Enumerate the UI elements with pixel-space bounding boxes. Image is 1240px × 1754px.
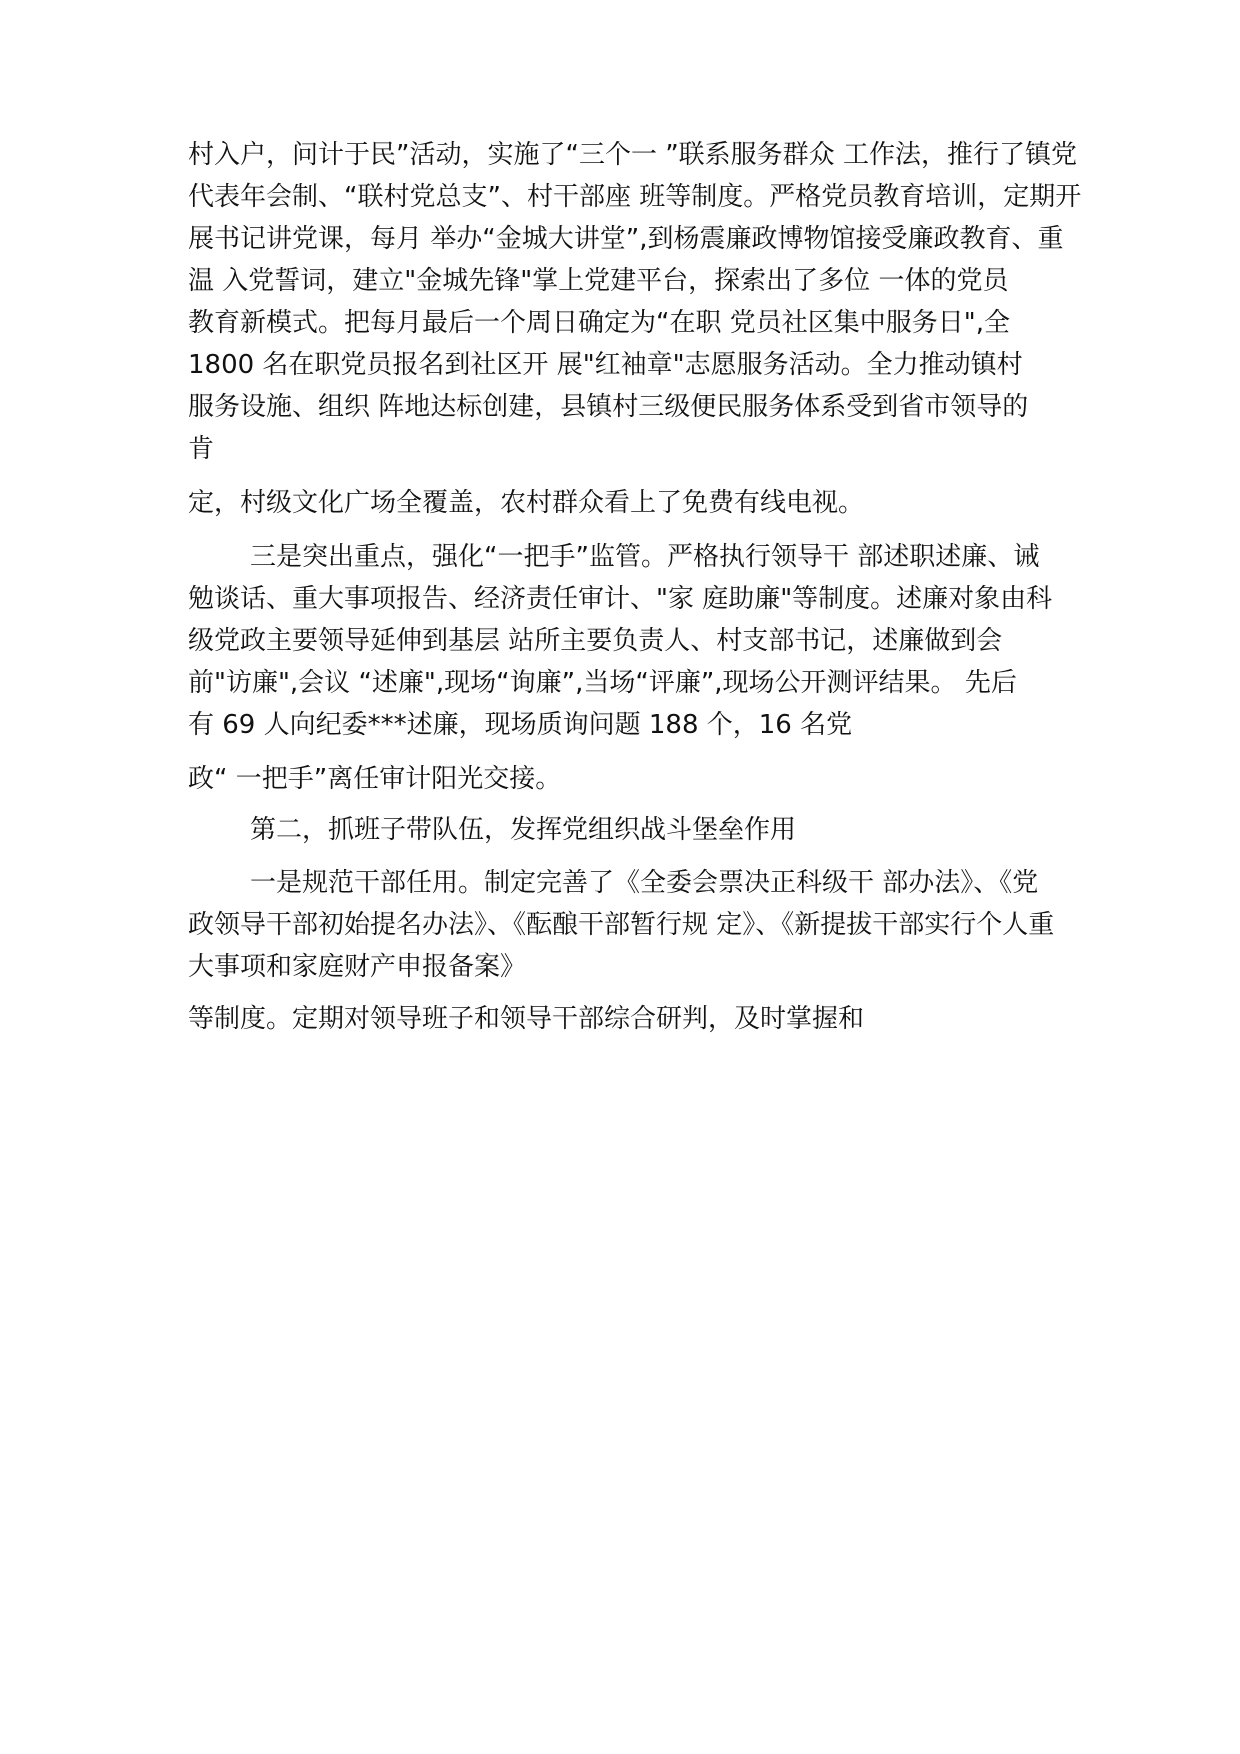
body-line: 勉谈话、重大事项报告、经济责任审计、"家 庭助廉"等制度。述廉对象由科: [188, 584, 1053, 614]
body-line: 1800 名在职党员报名到社区开 展"红袖章"志愿服务活动。全力推动镇村: [188, 350, 1023, 380]
body-line: 级党政主要领导延伸到基层 站所主要负责人、村支部书记，述廉做到会: [188, 626, 1003, 656]
body-line: 定，村级文化广场全覆盖，农村群众看上了免费有线电视。: [188, 488, 865, 518]
body-line: 村入户，问计于民”活动，实施了“三个一 ”联系服务群众 工作法，推行了镇党: [188, 140, 1077, 170]
paragraph-first-line: 一是规范干部任用。制定完善了《全委会票决正科级干 部办法》、《党: [250, 868, 1039, 898]
body-line: 服务设施、组织 阵地达标创建，县镇村三级便民服务体系受到省市领导的: [188, 392, 1029, 422]
body-line: 教育新模式。把每月最后一个周日确定为“在职 党员社区集中服务日",全: [188, 308, 1010, 338]
body-line: 政领导干部初始提名办法》、《酝酿干部暂行规 定》、《新提拔干部实行个人重: [188, 910, 1055, 940]
body-line: 政“ 一把手”离任审计阳光交接。: [188, 764, 562, 794]
body-line: 有 69 人向纪委***述廉，现场质询问题 188 个，16 名党: [188, 710, 853, 740]
body-line: 温 入党誓词，建立"金城先锋"掌上党建平台，探索出了多位 一体的党员: [188, 266, 1009, 296]
section-heading: 第二，抓班子带队伍，发挥党组织战斗堡垒作用: [250, 815, 797, 845]
paragraph-first-line: 三是突出重点，强化“一把手”监管。严格执行领导干 部述职述廉、诫: [250, 542, 1040, 572]
body-line: 展书记讲党课，每月 举办“金城大讲堂”,到杨震廉政博物馆接受廉政教育、重: [188, 224, 1064, 254]
body-line: 前"访廉",会议 “述廉",现场“询廉”,当场“评廉”,现场公开测评结果。 先后: [188, 668, 1017, 698]
body-line: 代表年会制、“联村党总支”、村干部座 班等制度。严格党员教育培训，定期开: [188, 182, 1082, 212]
body-line: 大事项和家庭财产申报备案》: [188, 952, 527, 982]
body-line: 肯: [188, 434, 215, 464]
body-line: 等制度。定期对领导班子和领导干部综合研判，及时掌握和: [188, 1004, 865, 1034]
